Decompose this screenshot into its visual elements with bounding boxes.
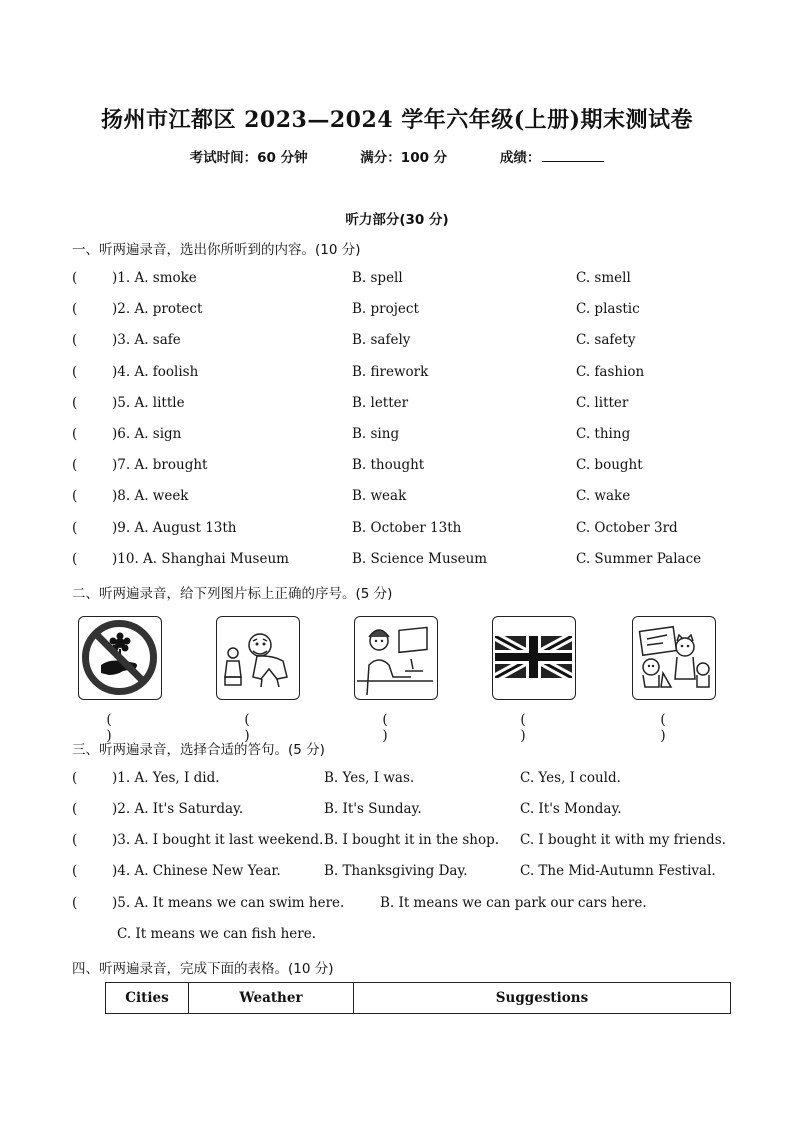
option-c: C. It means we can fish here. xyxy=(117,926,316,942)
option-b: B. I bought it in the shop. xyxy=(324,832,500,848)
grade-blank[interactable] xyxy=(542,149,604,162)
option-c: C. plastic xyxy=(576,301,640,317)
part4-heading: 四、听两遍录音，完成下面的表格。(10 分) xyxy=(72,961,334,977)
answer-paren[interactable]: ( xyxy=(72,364,78,380)
item-question: )7. A. brought xyxy=(112,457,208,473)
girl-computer-picture xyxy=(354,616,438,700)
option-c: C. Summer Palace xyxy=(576,551,702,567)
part3-item xyxy=(72,863,762,883)
item-question: )1. A. Yes, I did. xyxy=(112,770,220,786)
answer-paren[interactable]: ( xyxy=(72,832,78,848)
option-b: B. Science Museum xyxy=(352,551,488,567)
item-question: )3. A. safe xyxy=(112,332,181,348)
option-b: B. It's Sunday. xyxy=(324,801,422,817)
option-b: B. Yes, I was. xyxy=(324,770,415,786)
part3-heading: 三、听两遍录音，选择合适的答句。(5 分) xyxy=(72,742,325,758)
item-question: )1. A. smoke xyxy=(112,270,197,286)
column-header-cities: Cities xyxy=(106,983,189,1014)
option-b: B. safely xyxy=(352,332,411,348)
option-b: B. project xyxy=(352,301,419,317)
option-c: C. fashion xyxy=(576,364,645,380)
option-c: C. smell xyxy=(576,270,631,286)
item-question: )6. A. sign xyxy=(112,426,182,442)
part3-item xyxy=(72,801,762,821)
column-header-suggestions: Suggestions xyxy=(354,983,731,1014)
option-c: C. litter xyxy=(576,395,629,411)
part1-item xyxy=(72,395,762,415)
no-picking-sign-icon xyxy=(79,617,160,698)
item-question: )10. A. Shanghai Museum xyxy=(112,551,289,567)
picture-answer-blank[interactable]: ( ) xyxy=(106,712,196,744)
option-b: B. October 13th xyxy=(352,520,462,536)
option-b: B. letter xyxy=(352,395,409,411)
suggestions-table xyxy=(105,982,731,1014)
option-c: C. It's Monday. xyxy=(520,801,622,817)
item-question: )8. A. week xyxy=(112,488,189,504)
option-b: B. weak xyxy=(352,488,407,504)
answer-paren[interactable]: ( xyxy=(72,395,78,411)
part1-item xyxy=(72,551,762,571)
option-c: C. thing xyxy=(576,426,631,442)
picture-answer-blank[interactable]: ( ) xyxy=(660,712,750,744)
option-c: C. Yes, I could. xyxy=(520,770,621,786)
answer-paren[interactable]: ( xyxy=(72,863,78,879)
uk-flag-picture xyxy=(492,616,576,700)
option-c: C. bought xyxy=(576,457,643,473)
item-question: )2. A. protect xyxy=(112,301,203,317)
lion-dance-picture xyxy=(216,616,300,700)
option-b: B. thought xyxy=(352,457,425,473)
exam-grade-label: 成绩： xyxy=(499,150,541,166)
option-b: B. It means we can park our cars here. xyxy=(380,895,647,911)
part1-heading: 一、听两遍录音，选出你所听到的内容。(10 分) xyxy=(72,242,361,258)
answer-paren[interactable]: ( xyxy=(72,426,78,442)
answer-paren[interactable]: ( xyxy=(72,551,78,567)
table-header-row xyxy=(106,983,731,1014)
item-question: )3. A. I bought it last weekend. xyxy=(112,832,324,848)
answer-paren[interactable]: ( xyxy=(72,520,78,536)
answer-paren[interactable]: ( xyxy=(72,332,78,348)
item-question: )2. A. It's Saturday. xyxy=(112,801,244,817)
part3-item xyxy=(72,895,762,915)
item-question: )4. A. Chinese New Year. xyxy=(112,863,281,879)
exam-time: 考试时间：60 分钟 xyxy=(189,150,308,166)
option-c: C. I bought it with my friends. xyxy=(520,832,726,848)
exam-score: 满分：100 分 xyxy=(360,150,448,166)
item-question: )5. A. little xyxy=(112,395,185,411)
item-question: )5. A. It means we can swim here. xyxy=(112,895,345,911)
part1-item xyxy=(72,457,762,477)
item-question: )9. A. August 13th xyxy=(112,520,237,536)
picture-answer-blank[interactable]: ( ) xyxy=(382,712,472,744)
answer-paren[interactable]: ( xyxy=(72,770,78,786)
part2-heading: 二、听两遍录音，给下列图片标上正确的序号。(5 分) xyxy=(72,586,393,602)
answer-paren[interactable]: ( xyxy=(72,457,78,473)
answer-paren[interactable]: ( xyxy=(72,488,78,504)
exam-title: 扬州市江都区 2023—2024 学年六年级(上册)期末测试卷 xyxy=(100,107,694,133)
option-c: C. wake xyxy=(576,488,631,504)
option-c: C. The Mid-Autumn Festival. xyxy=(520,863,716,879)
option-b: B. spell xyxy=(352,270,403,286)
part1-item xyxy=(72,520,762,540)
animals-picture xyxy=(632,616,716,700)
option-b: B. sing xyxy=(352,426,400,442)
part1-item xyxy=(72,270,762,290)
uk-flag-icon xyxy=(493,617,574,698)
option-b: B. Thanksgiving Day. xyxy=(324,863,468,879)
item-question: )4. A. foolish xyxy=(112,364,199,380)
part1-item xyxy=(72,488,762,508)
part1-item xyxy=(72,426,762,446)
option-c: C. safety xyxy=(576,332,636,348)
lion-dance-icon xyxy=(217,617,298,698)
picture-answer-blank[interactable]: ( ) xyxy=(244,712,334,744)
part1-item xyxy=(72,301,762,321)
column-header-weather: Weather xyxy=(189,983,354,1014)
answer-paren[interactable]: ( xyxy=(72,801,78,817)
picture-answer-blank[interactable]: ( ) xyxy=(520,712,610,744)
part3-item xyxy=(72,832,762,852)
exam-info xyxy=(0,146,794,166)
answer-paren[interactable]: ( xyxy=(72,301,78,317)
option-c: C. October 3rd xyxy=(576,520,678,536)
part1-item xyxy=(72,364,762,384)
option-b: B. firework xyxy=(352,364,429,380)
section-listening-title: 听力部分(30 分) xyxy=(345,212,449,228)
no-picking-flowers-picture xyxy=(78,616,162,700)
part1-item xyxy=(72,332,762,352)
answer-paren[interactable]: ( xyxy=(72,270,78,286)
part3-item xyxy=(72,770,762,790)
answer-paren[interactable]: ( xyxy=(72,895,78,911)
animals-icon xyxy=(633,617,714,698)
computer-user-icon xyxy=(355,617,436,698)
